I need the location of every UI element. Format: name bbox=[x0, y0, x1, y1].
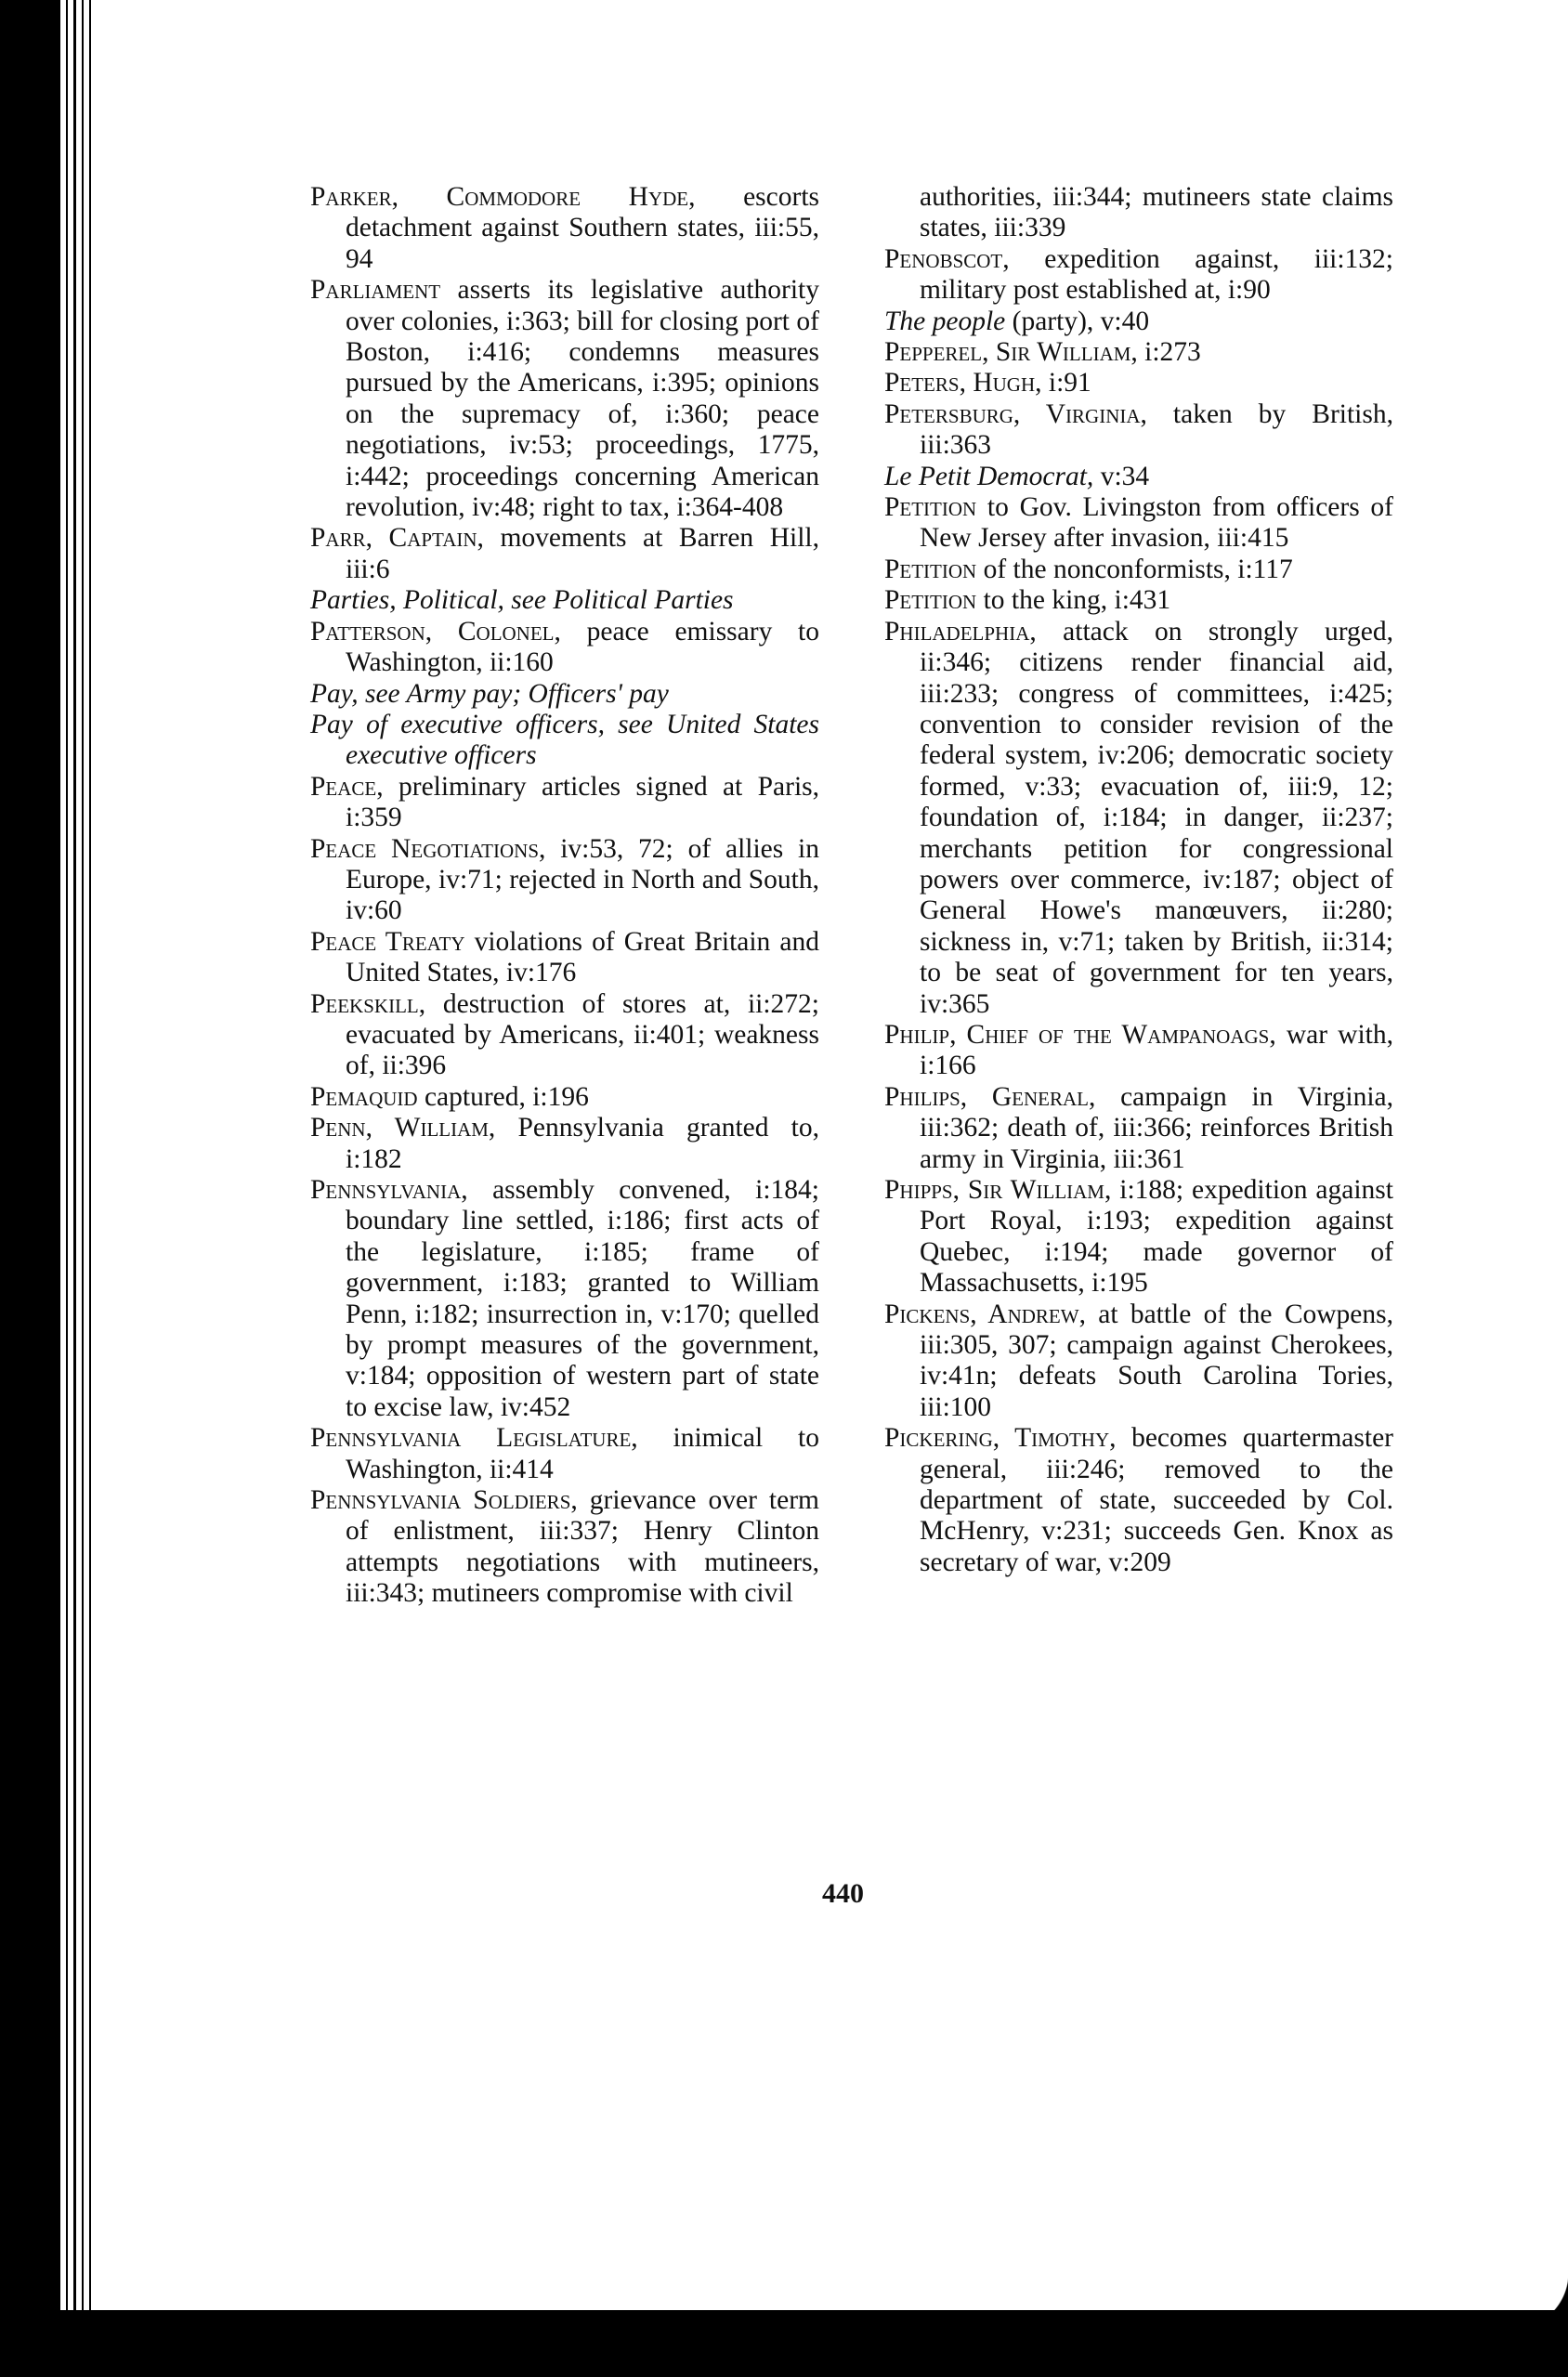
index-entry bbox=[884, 368, 1393, 398]
index-entry-references: preliminary articles signed at Paris, i:359 bbox=[346, 771, 819, 833]
index-entry bbox=[884, 617, 1393, 1020]
page-number: 440 bbox=[822, 1878, 864, 1909]
index-entry-heading: Penobscot, bbox=[884, 243, 1010, 274]
index-entry-heading: Peace Treaty bbox=[310, 926, 465, 957]
index-entry-references: attack on strongly urged, ii:346; citizens render financial aid, iii:233; congress of committees, i:425; convention to consider revision of the federal system, iv:206; democratic society formed, v:33; evacuation of, iii:9, 12; foundation of, i:184; in danger, ii:237; merchants petition for congressional powers over commerce, iv:187; object of General Howe's manœuvers, ii:280; sickness in, v:71; taken by British, ii:314; to be seat of government for ten years, iv:365 bbox=[920, 616, 1393, 1019]
index-entry-heading: Parliament bbox=[310, 275, 441, 306]
index-entry-heading: Pay of executive officers, see United States executive officers bbox=[310, 709, 819, 771]
index-entry bbox=[884, 1020, 1393, 1082]
index-entry bbox=[310, 834, 819, 927]
index-entry bbox=[310, 585, 819, 616]
index-entry-heading: Petition bbox=[884, 554, 977, 584]
index-entry bbox=[310, 710, 819, 772]
index-entry-references: i:91 bbox=[1041, 368, 1091, 398]
index-entry-heading: The people bbox=[884, 306, 1006, 336]
index-entry bbox=[884, 399, 1393, 462]
index-entry-heading: Parker, Commodore Hyde, bbox=[310, 182, 696, 212]
index-entry-references: inimical to Washington, ii:414 bbox=[346, 1423, 819, 1484]
index-entry-heading: Pennsylvania Soldiers, bbox=[310, 1485, 578, 1516]
index-entry-references: war with, i:166 bbox=[920, 1019, 1394, 1081]
index-entry-references: i:188; expedition against Port Royal, i:193; expedition against Quebec, i:194; made governor of Massachusetts, i:195 bbox=[920, 1175, 1393, 1299]
index-entry-references: to the king, i:431 bbox=[976, 585, 1171, 616]
index-entry bbox=[310, 182, 819, 275]
index-entry-references: escorts detachment against Southern states, iii:55, 94 bbox=[346, 182, 820, 274]
index-entry bbox=[310, 772, 819, 834]
index-entry bbox=[884, 1300, 1393, 1424]
index-entry-heading: Pepperel, Sir William, bbox=[884, 337, 1138, 368]
index-entry-heading: Philadelphia, bbox=[884, 616, 1037, 646]
index-entry bbox=[310, 989, 819, 1082]
index-entry bbox=[310, 1485, 819, 1610]
index-entry-references: grievance over term of enlistment, iii:337; Henry Clinton attempts negotiations with mutineers, iii:343; mutineers compromise with civil bbox=[346, 1485, 819, 1609]
index-entry-references: asserts its legislative authority over colonies, i:363; bill for closing port of Boston, i:416; condemns measures pursued by the Americans, i:395; opinions on the supremacy of, i:360; peace negotiations, iv:53; proceedings, 1775, i:442; proceedings concerning American revolution, iv:48; right to tax, i:364-408 bbox=[346, 275, 819, 523]
index-entry-references: campaign in Virginia, iii:362; death of, iii:366; reinforces British army in Virginia, iii:361 bbox=[920, 1081, 1394, 1174]
index-entry-references: of the nonconformists, i:117 bbox=[976, 554, 1293, 584]
index-entry-heading: Pennsylvania, bbox=[310, 1175, 468, 1205]
index-entry-heading: Penn, William, bbox=[310, 1113, 496, 1143]
index-entry-heading: Pennsylvania Legislature, bbox=[310, 1423, 638, 1454]
index-entry-references: v:34 bbox=[1093, 461, 1150, 491]
index-entry-references: movements at Barren Hill, iii:6 bbox=[346, 523, 820, 584]
index-entry-heading: Pemaquid bbox=[310, 1081, 418, 1112]
index-entry-heading: Peace, bbox=[310, 771, 384, 802]
index-entry-heading: Petition bbox=[884, 585, 977, 616]
index-entry bbox=[310, 1423, 819, 1485]
index-entry-heading: Pay, see Army pay; Officers' pay bbox=[310, 678, 669, 709]
index-entry bbox=[884, 307, 1393, 337]
index-entry bbox=[310, 927, 819, 989]
index-entry bbox=[884, 555, 1393, 585]
index-entry-continuation: authorities, iii:344; mutineers state claims states, iii:339 bbox=[920, 182, 1393, 243]
index-entry bbox=[310, 275, 819, 523]
index-entry-references: Pennsylvania granted to, i:182 bbox=[346, 1113, 819, 1174]
index-entry bbox=[310, 679, 819, 710]
index-entry-references: iv:53, 72; of allies in Europe, iv:71; rejected in North and South, iv:60 bbox=[346, 833, 819, 926]
index-entry-heading: Patterson, Colonel, bbox=[310, 616, 561, 646]
index-entry bbox=[884, 585, 1393, 616]
index-column-right bbox=[884, 182, 1393, 1578]
scan-bottom-edge bbox=[0, 2310, 1568, 2377]
index-entry bbox=[310, 1113, 819, 1175]
index-entry-heading: Peekskill, bbox=[310, 988, 426, 1019]
index-entry-heading: Peters, Hugh, bbox=[884, 368, 1042, 398]
index-entry bbox=[884, 1082, 1393, 1175]
index-entry-heading: Pickens, Andrew, bbox=[884, 1299, 1086, 1329]
index-entry-references: assembly convened, i:184; boundary line settled, i:186; first acts of the legislature, i:185; frame of government, i:183; granted to William Penn, i:182; insurrection in, v:170; quelled by prompt measures of the government, v:184; opposition of western part of state to excise law, iv:452 bbox=[346, 1175, 819, 1422]
index-entry-heading: Le Petit Democrat, bbox=[884, 461, 1094, 491]
index-entry-heading: Philips, General, bbox=[884, 1081, 1096, 1112]
index-entry-references: i:273 bbox=[1137, 337, 1201, 368]
index-entry-references: captured, i:196 bbox=[417, 1081, 589, 1112]
index-entry bbox=[310, 523, 819, 585]
index-entry-references: violations of Great Britain and United States, iv:176 bbox=[346, 926, 820, 988]
index-entry bbox=[884, 492, 1393, 555]
index-entry-heading: Petersburg, Virginia, bbox=[884, 398, 1147, 429]
index-entry bbox=[310, 617, 819, 679]
index-entry-heading: Pickering, Timothy, bbox=[884, 1423, 1117, 1454]
index-entry-references: expedition against, iii:132; military post established at, i:90 bbox=[920, 243, 1393, 306]
index-entry-references: at battle of the Cowpens, iii:305, 307; campaign against Cherokees, iv:41n; defeats South Carolina Tories, iii:100 bbox=[920, 1299, 1393, 1422]
index-entry-heading: Parties, Political, see Political Parties bbox=[310, 585, 734, 616]
index-entry-heading: Phipps, Sir William, bbox=[884, 1175, 1112, 1205]
index-entry bbox=[884, 244, 1393, 307]
index-entry-heading: Petition bbox=[884, 492, 977, 523]
index-entry bbox=[310, 1175, 819, 1423]
index-column-left bbox=[310, 182, 819, 1610]
book-binding-shadow bbox=[0, 0, 58, 2377]
index-entry bbox=[884, 1175, 1393, 1300]
index-entry bbox=[310, 1082, 819, 1113]
index-entry-heading: Philip, Chief of the Wampanoags, bbox=[884, 1019, 1276, 1050]
index-entry-references: taken by British, iii:363 bbox=[920, 398, 1393, 461]
index-entry-references: (party), v:40 bbox=[1005, 306, 1150, 336]
index-entry-heading: Peace Negotiations, bbox=[310, 833, 546, 864]
index-entry-references: peace emissary to Washington, ii:160 bbox=[346, 616, 820, 678]
index-entry-heading: Parr, Captain, bbox=[310, 523, 484, 554]
index-entry bbox=[884, 462, 1393, 492]
index-entry-references: destruction of stores at, ii:272; evacuated by Americans, ii:401; weakness of, ii:396 bbox=[346, 988, 819, 1081]
index-entry bbox=[884, 337, 1393, 368]
book-gutter-lines bbox=[58, 0, 91, 2313]
index-entry-references: becomes quartermaster general, iii:246; removed to the department of state, succeeded by Col. McHenry, v:231; succeeds Gen. Knox as secretary of war, v:209 bbox=[920, 1423, 1393, 1577]
index-entry-references: to Gov. Livingston from officers of New Jersey after invasion, iii:415 bbox=[920, 492, 1393, 554]
index-entry bbox=[884, 1423, 1393, 1578]
